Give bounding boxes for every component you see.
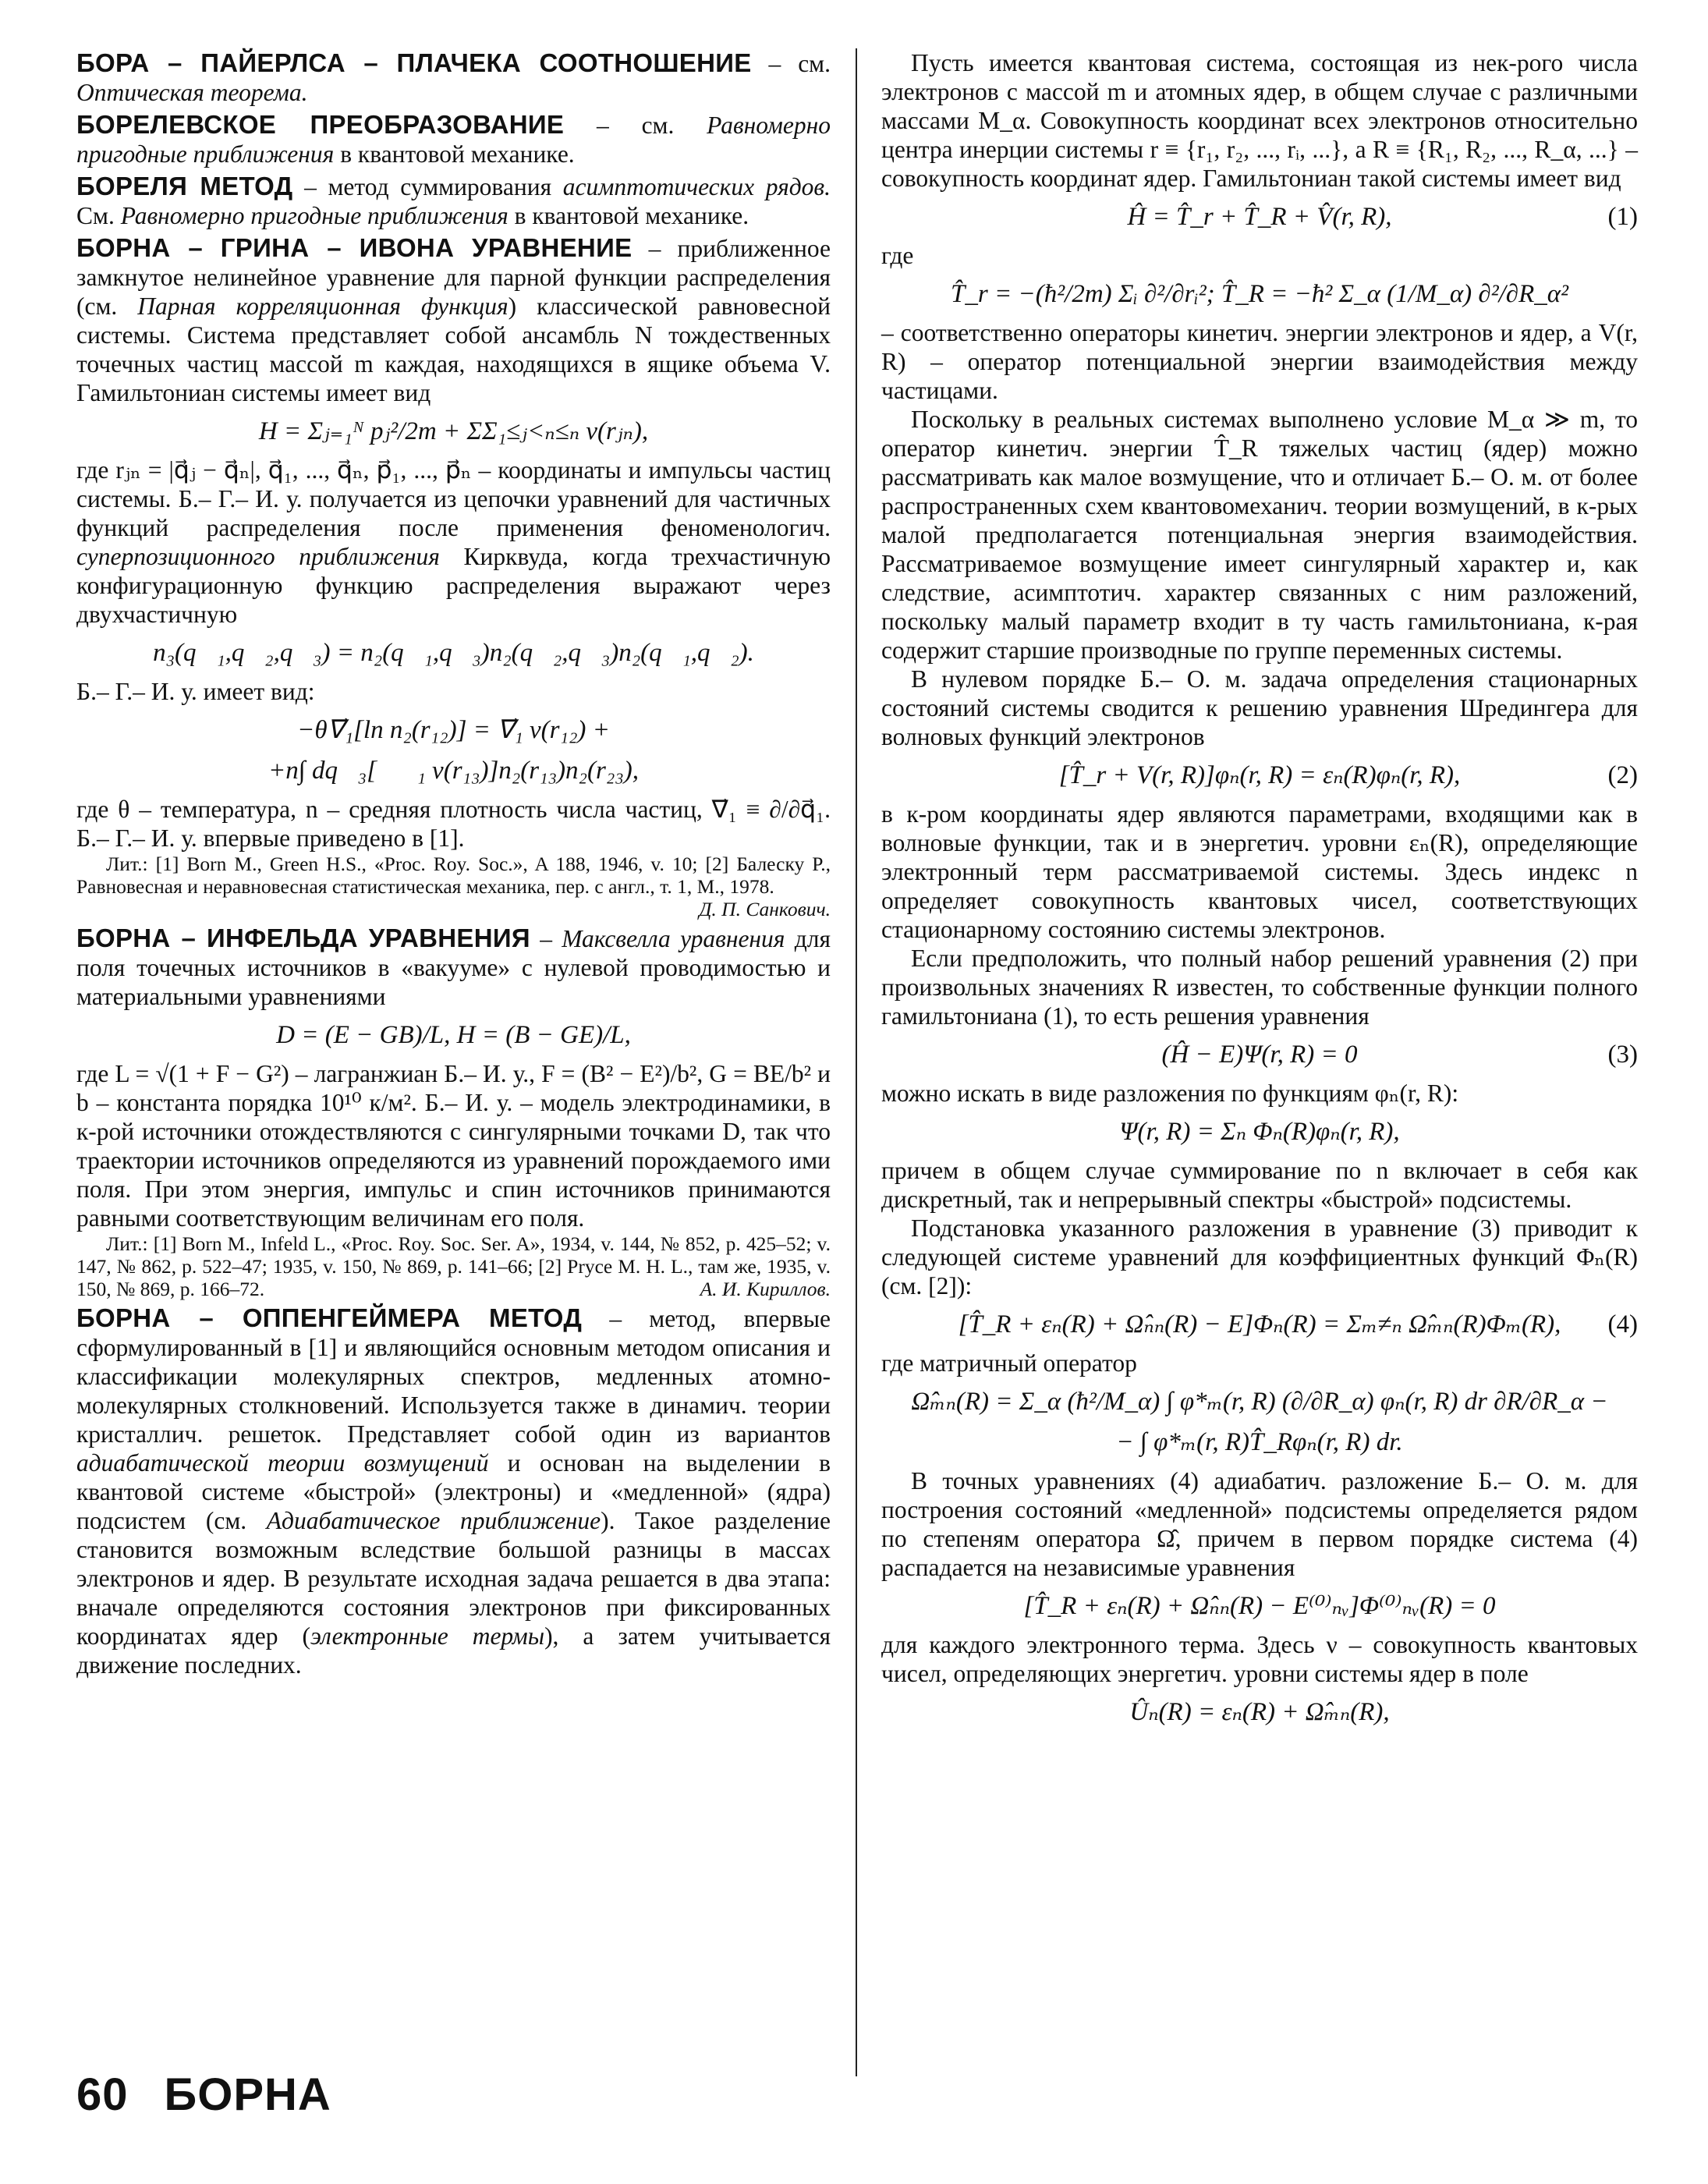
formula: − ∫ φ*ₘ(r, R)T̂_Rφₙ(r, R) dr. bbox=[1116, 1428, 1403, 1456]
equation-number: (3) bbox=[1607, 1041, 1638, 1069]
entry-borel-transform: БОРЕЛЕВСКОЕ ПРЕОБРАЗОВАНИЕ – см. Равномерно пригодные приближения в квантовой механике. bbox=[76, 110, 831, 168]
headword: БОРЕЛЯ МЕТОД bbox=[76, 172, 293, 200]
cross-reference[interactable]: Равномерно пригодные приближения bbox=[76, 112, 831, 168]
equation-number: (1) bbox=[1607, 203, 1638, 231]
cross-reference[interactable]: Адиабатическое приближение bbox=[266, 1507, 601, 1534]
formula: [T̂_R + εₙ(R) + Ω̂ₙₙ(R) − E⁽⁰⁾ₙᵥ]Φ⁽⁰⁾ₙᵥ(R) = 0 bbox=[1023, 1592, 1496, 1620]
cross-reference[interactable]: Парная корреляционная функция bbox=[137, 292, 509, 320]
formula: n₃(q⃗₁,q⃗₂,q⃗₃) = n₂(q⃗₁,q⃗₃)n₂(q⃗₂,q⃗₃)n₂(q⃗₁,q⃗₂). bbox=[153, 639, 754, 667]
author: А. И. Кириллов. bbox=[700, 1278, 831, 1300]
left-column bbox=[76, 48, 831, 1682]
column-divider bbox=[856, 48, 857, 2076]
entry-born-green-yvon: БОРНА – ГРИНА – ИВОНА УРАВНЕНИЕ – приближенное замкнутое нелинейное уравнение для парной функции распределения (см. Парная корреляционная функция) классической равновесной системы. Система представляет собой ансамбль N тождественных точечных частиц массой m каждая, находящихся в ящике объема V. Гамильтониан системы имеет вид H = Σⱼ₌₁ᴺ pⱼ²/2m + ΣΣ₁≤ⱼ<ₙ≤ₙ v(rⱼₙ), где rⱼₙ = |q⃗ⱼ − q⃗ₙ|, q⃗₁, ..., q⃗ₙ, p⃗₁, ..., p⃗ₙ – координаты и импульсы частиц системы. Б.– Г.– И. у. получается из цепочки уравнений для частичных функций распределения после применения феноменологич. суперпозиционного приближения Кирквуда, когда трехчастичную конфигурационную функцию распределения выражают через двухчастичную n₃(q⃗₁,q⃗₂,q⃗₃) = n₂(q⃗₁,q⃗₃)n₂(q⃗₂,q⃗₃)n₂(q⃗₁,q⃗₂). Б.– Г.– И. у. имеет вид: −θ∇⃗₁[ln n₂(r₁₂)] = ∇⃗₁ v(r₁₂) + +n∫ dq⃗₃[∇⃗₁ v(r₁₃)]n₂(r₁₃)n₂(r₂₃), где θ – температура, n – средняя плотность числа частиц, ∇⃗₁ ≡ ∂/∂q⃗₁. Б.– Г.– И. у. впервые приведено в [1]. Лит.: [1] Born M., Green H.S., «Proc. Roy. Soc.», A 188, 1946, v. 10; [2] Балеску Р., Равновесная и неравновесная статистическая механика, пер. с англ., т. 1, М., 1978. Д. П. Санкович. bbox=[76, 233, 831, 920]
cross-reference[interactable]: Оптическая теорема. bbox=[76, 79, 308, 106]
formula-2: [T̂_r + V(r, R)]φₙ(r, R) = εₙ(R)φₙ(r, R), (2) bbox=[881, 759, 1638, 792]
entry-borel-method: БОРЕЛЯ МЕТОД – метод суммирования асимптотических рядов. См. Равномерно пригодные приближения в квантовой механике. bbox=[76, 172, 831, 229]
formula: H = Σⱼ₌₁ᴺ pⱼ²/2m + ΣΣ₁≤ⱼ<ₙ≤ₙ v(rⱼₙ), bbox=[258, 417, 649, 445]
entry-bora-payerls: БОРА – ПАЙЕРЛСА – ПЛАЧЕКА СООТНОШЕНИЕ – см. Оптическая теорема. bbox=[76, 48, 831, 106]
running-head: БОРНА bbox=[164, 2069, 331, 2120]
page-number: 60 bbox=[76, 2069, 129, 2120]
headword: БОРЕЛЕВСКОЕ ПРЕОБРАЗОВАНИЕ bbox=[76, 110, 565, 139]
author: Д. П. Санкович. bbox=[699, 898, 831, 920]
formula: Ψ(r, R) = Σₙ Φₙ(R)φₙ(r, R), bbox=[1119, 1118, 1400, 1146]
formula: Ûₙ(R) = εₙ(R) + Ω̂ₘₙ(R), bbox=[1129, 1698, 1390, 1726]
cross-reference[interactable]: адиабатической теории возмущений bbox=[76, 1449, 489, 1477]
formula: D = (E − GB)/L, H = (B − GE)/L, bbox=[276, 1021, 631, 1049]
formula-3: (Ĥ − E)Ψ(r, R) = 0 (3) bbox=[881, 1038, 1638, 1071]
cross-reference[interactable]: суперпозиционного приближения bbox=[76, 543, 440, 570]
formula-4: [T̂_R + εₙ(R) + Ω̂ₙₙ(R) − E]Φₙ(R) = Σₘ≠ₙ Ω̂ₘₙ(R)Φₘ(R), (4) bbox=[881, 1308, 1638, 1341]
headword: БОРНА – ГРИНА – ИВОНА УРАВНЕНИЕ bbox=[76, 233, 633, 262]
formula: +n∫ dq⃗₃[∇⃗₁ v(r₁₃)]n₂(r₁₃)n₂(r₂₃), bbox=[268, 757, 640, 785]
equation-number: (2) bbox=[1607, 761, 1638, 789]
cross-reference[interactable]: Равномерно пригодные приближения bbox=[120, 202, 509, 229]
cross-reference[interactable]: асимптотических рядов. bbox=[562, 173, 831, 200]
formula-1: Ĥ = T̂_r + T̂_R + V̂(r, R), (1) bbox=[881, 200, 1638, 233]
formula: Ω̂ₘₙ(R) = Σ_α (ħ²/M_α) ∫ φ*ₘ(r, R) (∂/∂R_α) φₙ(r, R) dr ∂R/∂R_α − bbox=[911, 1388, 1608, 1416]
right-column: Пусть имеется квантовая система, состоящая из нек-рого числа электронов с массой m и атомных ядер, в общем случае с различными массами M_α. Совокупность координат всех электронов относительно центра инерции системы r ≡ {r₁, r₂, ..., rᵢ, ...}, а R ≡ {R₁, R₂, ..., R_α, ...} – совокупность координат ядер. Гамильтониан такой системы имеет вид Ĥ = T̂_r + T̂_R + V̂(r, R), (1) где T̂_r = −(ħ²/2m) Σᵢ ∂²/∂rᵢ²; T̂_R = −ħ² Σ_α (1/M_α) ∂²/∂R_α² – соответственно операторы кинетич. энергии электронов и ядер, а V(r, R) – оператор потенциальной энергии взаимодействия между частицами. Поскольку в реальных системах выполнено условие M_α ≫ m, то оператор кинетич. энергии T̂_R тяжелых частиц (ядер) можно рассматривать как малое возмущение, что и отличает Б.– О. м. от более распространенных схем квантовомеханич. теории возмущений, в к-рых малой предполагается потенциальная энергия взаимодействия. Рассматриваемое возмущение имеет сингулярный характер и, как следствие, асимптотич. характер связанных с ним разложений, поскольку малый параметр входит в ту часть гамильтониана, к-рая содержит старшие производные по группе переменных системы. В нулевом порядке Б.– О. м. задача определения стационарных состояний системы сводится к решению уравнения Шредингера для волновых функций электронов [T̂_r + V(r, R)]φₙ(r, R) = εₙ(R)φₙ(r, R), (2) в к-ром координаты ядер являются параметрами, входящими как в волновые функции, так и в энергетич. уровни εₙ(R), определяющие электронный терм рассматриваемой системы. Здесь индекс n определяет совокупность квантовых чисел, соответствующих стационарному состоянию системы электронов. Если предположить, что полный набор решений уравнения (2) при произвольных значениях R известен, то собственные функции полного гамильтониана (1), то есть решения уравнения (Ĥ − E)Ψ(r, R) = 0 (3) можно искать в виде разложения по функциям φₙ(r, R): Ψ(r, R) = Σₙ Φₙ(R)φₙ(r, R), причем в общем случае суммирование по n включает в себя как дискретный, так и непрерывный спектры «быстрой» подсистемы. Подстановка указанного разложения в уравнение (3) приводит к следующей системе уравнений для коэффициентных функций Φₙ(R) (см. [2]): [T̂_R + εₙ(R) + Ω̂ₙₙ(R) − E]Φₙ(R) = Σₘ≠ₙ Ω̂ₘₙ(R)Φₘ(R), (4) где матричный оператор Ω̂ₘₙ(R) = Σ_α (ħ²/M_α) ∫ φ*ₘ(r, R) (∂/∂R_α) φₙ(r, R) dr ∂R/∂R_α − − ∫ φ*ₘ(r, R)T̂_Rφₙ(r, R) dr. В точных уравнениях (4) адиабатич. разложение Б.– О. м. для построения состояний «медленной» подсистемы определяется рядом по степеням оператора Ω̂, причем в первом порядке система (4) распадается на независимые уравнения [T̂_R + εₙ(R) + Ω̂ₙₙ(R) − E⁽⁰⁾ₙᵥ]Φ⁽⁰⁾ₙᵥ(R) = 0 для каждого электронного терма. Здесь ν – совокупность квантовых чисел, определяющих энергетич. уровни системы ядер в поле Ûₙ(R) = εₙ(R) + Ω̂ₘₙ(R), bbox=[881, 48, 1638, 1736]
headword: БОРА – ПАЙЕРЛСА – ПЛАЧЕКА СООТНОШЕНИЕ bbox=[76, 48, 752, 77]
equation-number: (4) bbox=[1607, 1310, 1638, 1338]
headword: БОРНА – ОППЕНГЕЙМЕРА МЕТОД bbox=[76, 1303, 583, 1332]
cross-reference[interactable]: электронные термы bbox=[310, 1622, 545, 1650]
formula: T̂_r = −(ħ²/2m) Σᵢ ∂²/∂rᵢ²; T̂_R = −ħ² Σ_α (1/M_α) ∂²/∂R_α² bbox=[951, 280, 1568, 308]
entry-born-oppenheimer: БОРНА – ОППЕНГЕЙМЕРА МЕТОД – метод, впервые сформулированный в [1] и являющийся основным методом описания и классификации молекулярных спектров, медленных атомно-молекулярных столкновений. Используется также в динамич. теории кристаллич. решеток. Представляет собой один из вариантов адиабатической теории возмущений и основан на выделении в квантовой системе «быстрой» (электроны) и «медленной» (ядра) подсистем (см. Адиабатическое приближение). Такое разделение становится возможным вследствие большой разницы в массах электронов и ядер. В результате исходная задача решается в два этапа: вначале определяются состояния электронов при фиксированных координатах ядер (электронные термы), а затем учитывается движение последних. bbox=[76, 1303, 831, 1679]
literature: Лит.: [1] Born M., Infeld L., «Proc. Roy. Soc. Ser. A», 1934, v. 144, № 852, p. 425–52; v. 147, № 862, p. 522–47; 1935, v. 150, № 869, p. 141–66; [2] Pryce M. H. L., там же, 1935, v. 150, № 869, p. 166–72. А. И. Кириллов. bbox=[76, 1232, 831, 1300]
formula: −θ∇⃗₁[ln n₂(r₁₂)] = ∇⃗₁ v(r₁₂) + bbox=[297, 716, 610, 744]
cross-reference[interactable]: Максвелла уравнения bbox=[562, 925, 785, 952]
literature: Лит.: [1] Born M., Green H.S., «Proc. Roy. Soc.», A 188, 1946, v. 10; [2] Балеску Р., Равновесная и неравновесная статистическая механика, пер. с англ., т. 1, М., 1978. Д. П. Санкович. bbox=[76, 853, 831, 920]
page-footer bbox=[76, 2069, 367, 2121]
entry-born-infeld: БОРНА – ИНФЕЛЬДА УРАВНЕНИЯ – Максвелла уравнения для поля точечных источников в «вакууме» с нулевой проводимостью и материальными уравнениями D = (E − GB)/L, H = (B − GE)/L, где L = √(1 + F − G²) – лагранжиан Б.– И. у., F = (B² − E²)/b², G = BE/b² и b – константа порядка 10¹⁰ к/м². Б.– И. у. – модель электродинамики, в к-рой источники отождествляются с сингулярными точками D, так что траектории источников определяются из уравнений порождаемого ими поля. При этом энергия, импульс и спин источников принимаются равными соответствующим величинам его поля. Лит.: [1] Born M., Infeld L., «Proc. Roy. Soc. Ser. A», 1934, v. 144, № 852, p. 425–52; v. 147, № 862, p. 522–47; 1935, v. 150, № 869, p. 141–66; [2] Pryce M. H. L., там же, 1935, v. 150, № 869, p. 166–72. А. И. Кириллов. bbox=[76, 924, 831, 1300]
headword: БОРНА – ИНФЕЛЬДА УРАВНЕНИЯ bbox=[76, 924, 530, 952]
